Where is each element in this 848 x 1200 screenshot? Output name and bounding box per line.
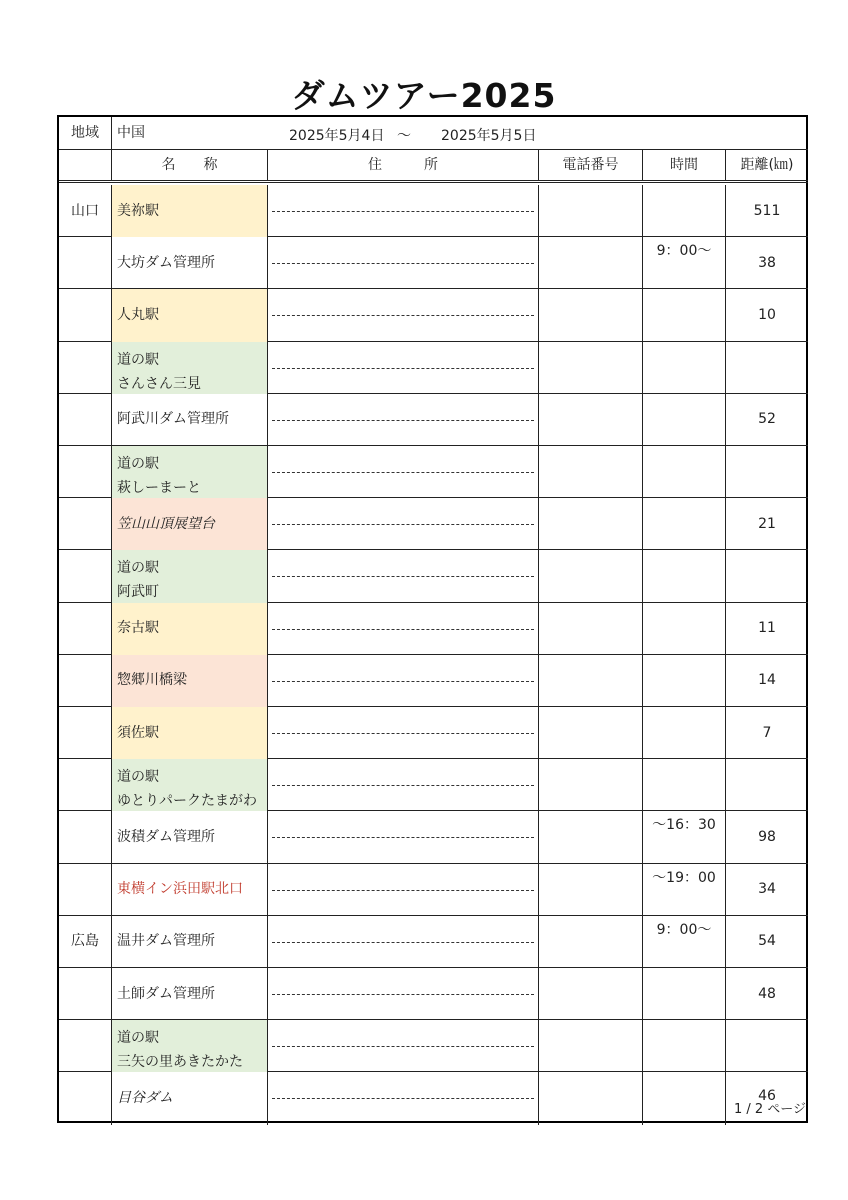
distance-cell: 48 <box>758 985 776 1002</box>
region-cell <box>59 811 112 863</box>
name-cell <box>112 811 268 863</box>
name-line: 笠山山頂展望台 <box>117 515 215 532</box>
name-line: 目谷ダム <box>117 1090 173 1107</box>
name-cell <box>112 498 268 550</box>
phone-cell <box>539 394 643 446</box>
region-cell <box>59 655 112 707</box>
address-dashed-line <box>272 576 534 577</box>
region-cell <box>59 707 112 759</box>
region-cell: 山口 <box>59 185 112 237</box>
address-cell <box>268 237 539 289</box>
region-cell <box>59 342 112 394</box>
name-cell <box>112 864 268 916</box>
region-cell <box>59 1020 112 1072</box>
address-cell <box>268 446 539 498</box>
time-cell <box>643 185 726 237</box>
phone-cell <box>539 968 643 1020</box>
address-dashed-line <box>272 994 534 995</box>
distance-cell: 21 <box>758 515 776 532</box>
name-line: 三矢の里あきたかた <box>117 1054 243 1071</box>
distance-cell: 11 <box>758 620 776 637</box>
name-line: 道の駅 <box>117 456 159 472</box>
name-cell <box>112 1020 268 1072</box>
distance-cell: 46 <box>758 1088 776 1105</box>
table-row <box>59 1072 808 1124</box>
name-line: 人丸駅 <box>117 307 159 324</box>
region-cell <box>59 864 112 916</box>
address-cell <box>268 916 539 968</box>
date-from: 2025年5月4日 <box>289 128 385 144</box>
distance-cell: 7 <box>762 724 772 741</box>
name-cell <box>112 603 268 655</box>
column-header-distance: 距離(㎞) <box>740 156 794 173</box>
time-cell <box>643 1020 726 1072</box>
phone-cell <box>539 446 643 498</box>
time-cell <box>643 707 726 759</box>
column-header-address: 住 所 <box>268 150 539 180</box>
name-cell <box>112 289 268 341</box>
phone-cell <box>539 864 643 916</box>
distance-cell: 98 <box>758 829 776 846</box>
name-cell <box>112 968 268 1020</box>
distance-cell: 38 <box>758 254 776 271</box>
phone-cell <box>539 1020 643 1072</box>
name-line: 阿武川ダム管理所 <box>117 411 229 428</box>
name-line: 東横イン浜田駅北口 <box>117 881 243 898</box>
address-cell <box>268 550 539 602</box>
time-cell: 9：00〜 <box>643 916 726 968</box>
tour-table <box>57 115 808 1123</box>
name-line: 惣郷川橋梁 <box>117 672 187 689</box>
region-label: 地域 <box>59 117 112 150</box>
time-cell <box>643 446 726 498</box>
name-line: 美祢駅 <box>117 202 159 219</box>
region-cell <box>59 289 112 341</box>
address-cell <box>268 707 539 759</box>
address-dashed-line <box>272 211 534 212</box>
address-dashed-line <box>272 263 534 264</box>
table-row <box>59 655 808 707</box>
region-cell <box>59 550 112 602</box>
address-dashed-line <box>272 1098 534 1099</box>
time-cell <box>643 498 726 550</box>
phone-cell <box>539 759 643 811</box>
table-row <box>59 498 808 550</box>
name-line: 須佐駅 <box>117 724 159 741</box>
distance-cell: 52 <box>758 411 776 428</box>
phone-cell <box>539 498 643 550</box>
region-cell <box>59 1072 112 1124</box>
table-row <box>59 811 808 863</box>
time-cell <box>643 289 726 341</box>
address-dashed-line <box>272 629 534 630</box>
address-dashed-line <box>272 681 534 682</box>
time-cell: 〜19：00 <box>643 864 726 916</box>
time-cell <box>643 968 726 1020</box>
document-title: ダムツアー2025 <box>291 76 557 115</box>
table-row <box>59 1020 808 1072</box>
name-cell <box>112 342 268 394</box>
time-cell: 〜16：30 <box>643 811 726 863</box>
time-cell <box>643 342 726 394</box>
name-cell <box>112 550 268 602</box>
region-value: 中国 <box>117 125 145 142</box>
address-cell <box>268 811 539 863</box>
address-dashed-line <box>272 368 534 369</box>
address-cell <box>268 394 539 446</box>
table-row <box>59 864 808 916</box>
name-line: 奈古駅 <box>117 620 159 637</box>
distance-cell <box>726 759 808 811</box>
phone-cell <box>539 1072 643 1124</box>
name-cell <box>112 655 268 707</box>
time-cell <box>643 759 726 811</box>
distance-cell: 54 <box>758 933 776 950</box>
address-cell <box>268 1072 539 1124</box>
name-line: 道の駅 <box>117 1030 159 1047</box>
table-row <box>59 237 808 289</box>
name-cell <box>112 1072 268 1124</box>
table-row <box>59 759 808 811</box>
column-header-name: 名 称 <box>112 150 268 180</box>
name-line: 土師ダム管理所 <box>117 985 215 1002</box>
distance-cell <box>726 1020 808 1072</box>
region-cell <box>59 603 112 655</box>
address-dashed-line <box>272 733 534 734</box>
name-cell <box>112 446 268 498</box>
name-line: 大坊ダム管理所 <box>117 254 215 271</box>
region-cell: 広島 <box>59 916 112 968</box>
distance-cell <box>726 446 808 498</box>
phone-cell <box>539 655 643 707</box>
table-row <box>59 603 808 655</box>
distance-cell: 511 <box>753 202 781 219</box>
region-cell <box>59 237 112 289</box>
header-row-region <box>59 117 808 150</box>
name-line: 萩しーまーと <box>117 480 201 496</box>
address-dashed-line <box>272 524 534 525</box>
address-dashed-line <box>272 942 534 943</box>
address-cell <box>268 289 539 341</box>
region-cell <box>59 446 112 498</box>
name-line: 道の駅 <box>117 351 159 368</box>
table-row <box>59 185 808 237</box>
name-cell <box>112 394 268 446</box>
name-line: 温井ダム管理所 <box>117 933 215 950</box>
table-row <box>59 289 808 341</box>
distance-cell: 10 <box>758 307 776 324</box>
column-header-region <box>59 150 112 180</box>
column-header-time: 時間 <box>643 150 726 180</box>
name-line: 阿武町 <box>117 584 159 601</box>
address-dashed-line <box>272 1046 534 1047</box>
phone-cell <box>539 916 643 968</box>
distance-cell: 14 <box>758 672 776 689</box>
region-cell <box>59 968 112 1020</box>
distance-cell: 34 <box>758 881 776 898</box>
column-header-row <box>59 150 808 183</box>
time-cell <box>643 603 726 655</box>
table-row <box>59 342 808 394</box>
phone-cell <box>539 811 643 863</box>
table-row <box>59 916 808 968</box>
address-cell <box>268 498 539 550</box>
name-cell <box>112 707 268 759</box>
name-line: ゆとりパークたまがわ <box>117 793 257 810</box>
name-line: さんさん三見 <box>117 375 201 392</box>
name-line: 波積ダム管理所 <box>117 829 215 846</box>
time-cell <box>643 655 726 707</box>
name-line: 道の駅 <box>117 560 159 577</box>
address-cell <box>268 603 539 655</box>
address-cell <box>268 968 539 1020</box>
address-dashed-line <box>272 837 534 838</box>
address-cell <box>268 864 539 916</box>
name-cell <box>112 916 268 968</box>
address-cell <box>268 185 539 237</box>
table-row <box>59 394 808 446</box>
column-header-phone: 電話番号 <box>539 150 643 180</box>
table-row <box>59 707 808 759</box>
phone-cell <box>539 237 643 289</box>
phone-cell <box>539 342 643 394</box>
page-number: 1 / 2 ページ <box>733 1102 806 1117</box>
phone-cell <box>539 603 643 655</box>
region-cell <box>59 759 112 811</box>
region-cell <box>59 394 112 446</box>
time-cell <box>643 394 726 446</box>
address-dashed-line <box>272 315 534 316</box>
date-separator: 〜 <box>397 128 411 144</box>
region-cell <box>59 498 112 550</box>
address-cell <box>268 1020 539 1072</box>
address-cell <box>268 655 539 707</box>
table-row <box>59 446 808 498</box>
address-cell <box>268 759 539 811</box>
time-cell <box>643 1072 726 1124</box>
name-cell <box>112 759 268 811</box>
name-cell <box>112 237 268 289</box>
phone-cell <box>539 550 643 602</box>
name-cell <box>112 185 268 237</box>
time-cell: 9：00〜 <box>643 237 726 289</box>
name-line: 道の駅 <box>117 769 159 786</box>
table-row <box>59 550 808 602</box>
time-cell <box>643 550 726 602</box>
distance-cell <box>726 342 808 394</box>
address-cell <box>268 342 539 394</box>
distance-cell <box>726 550 808 602</box>
table-row <box>59 968 808 1020</box>
phone-cell <box>539 185 643 237</box>
address-dashed-line <box>272 890 534 891</box>
date-to: 2025年5月5日 <box>441 128 537 144</box>
address-dashed-line <box>272 420 534 421</box>
address-dashed-line <box>272 785 534 786</box>
phone-cell <box>539 707 643 759</box>
address-dashed-line <box>272 472 534 473</box>
phone-cell <box>539 289 643 341</box>
